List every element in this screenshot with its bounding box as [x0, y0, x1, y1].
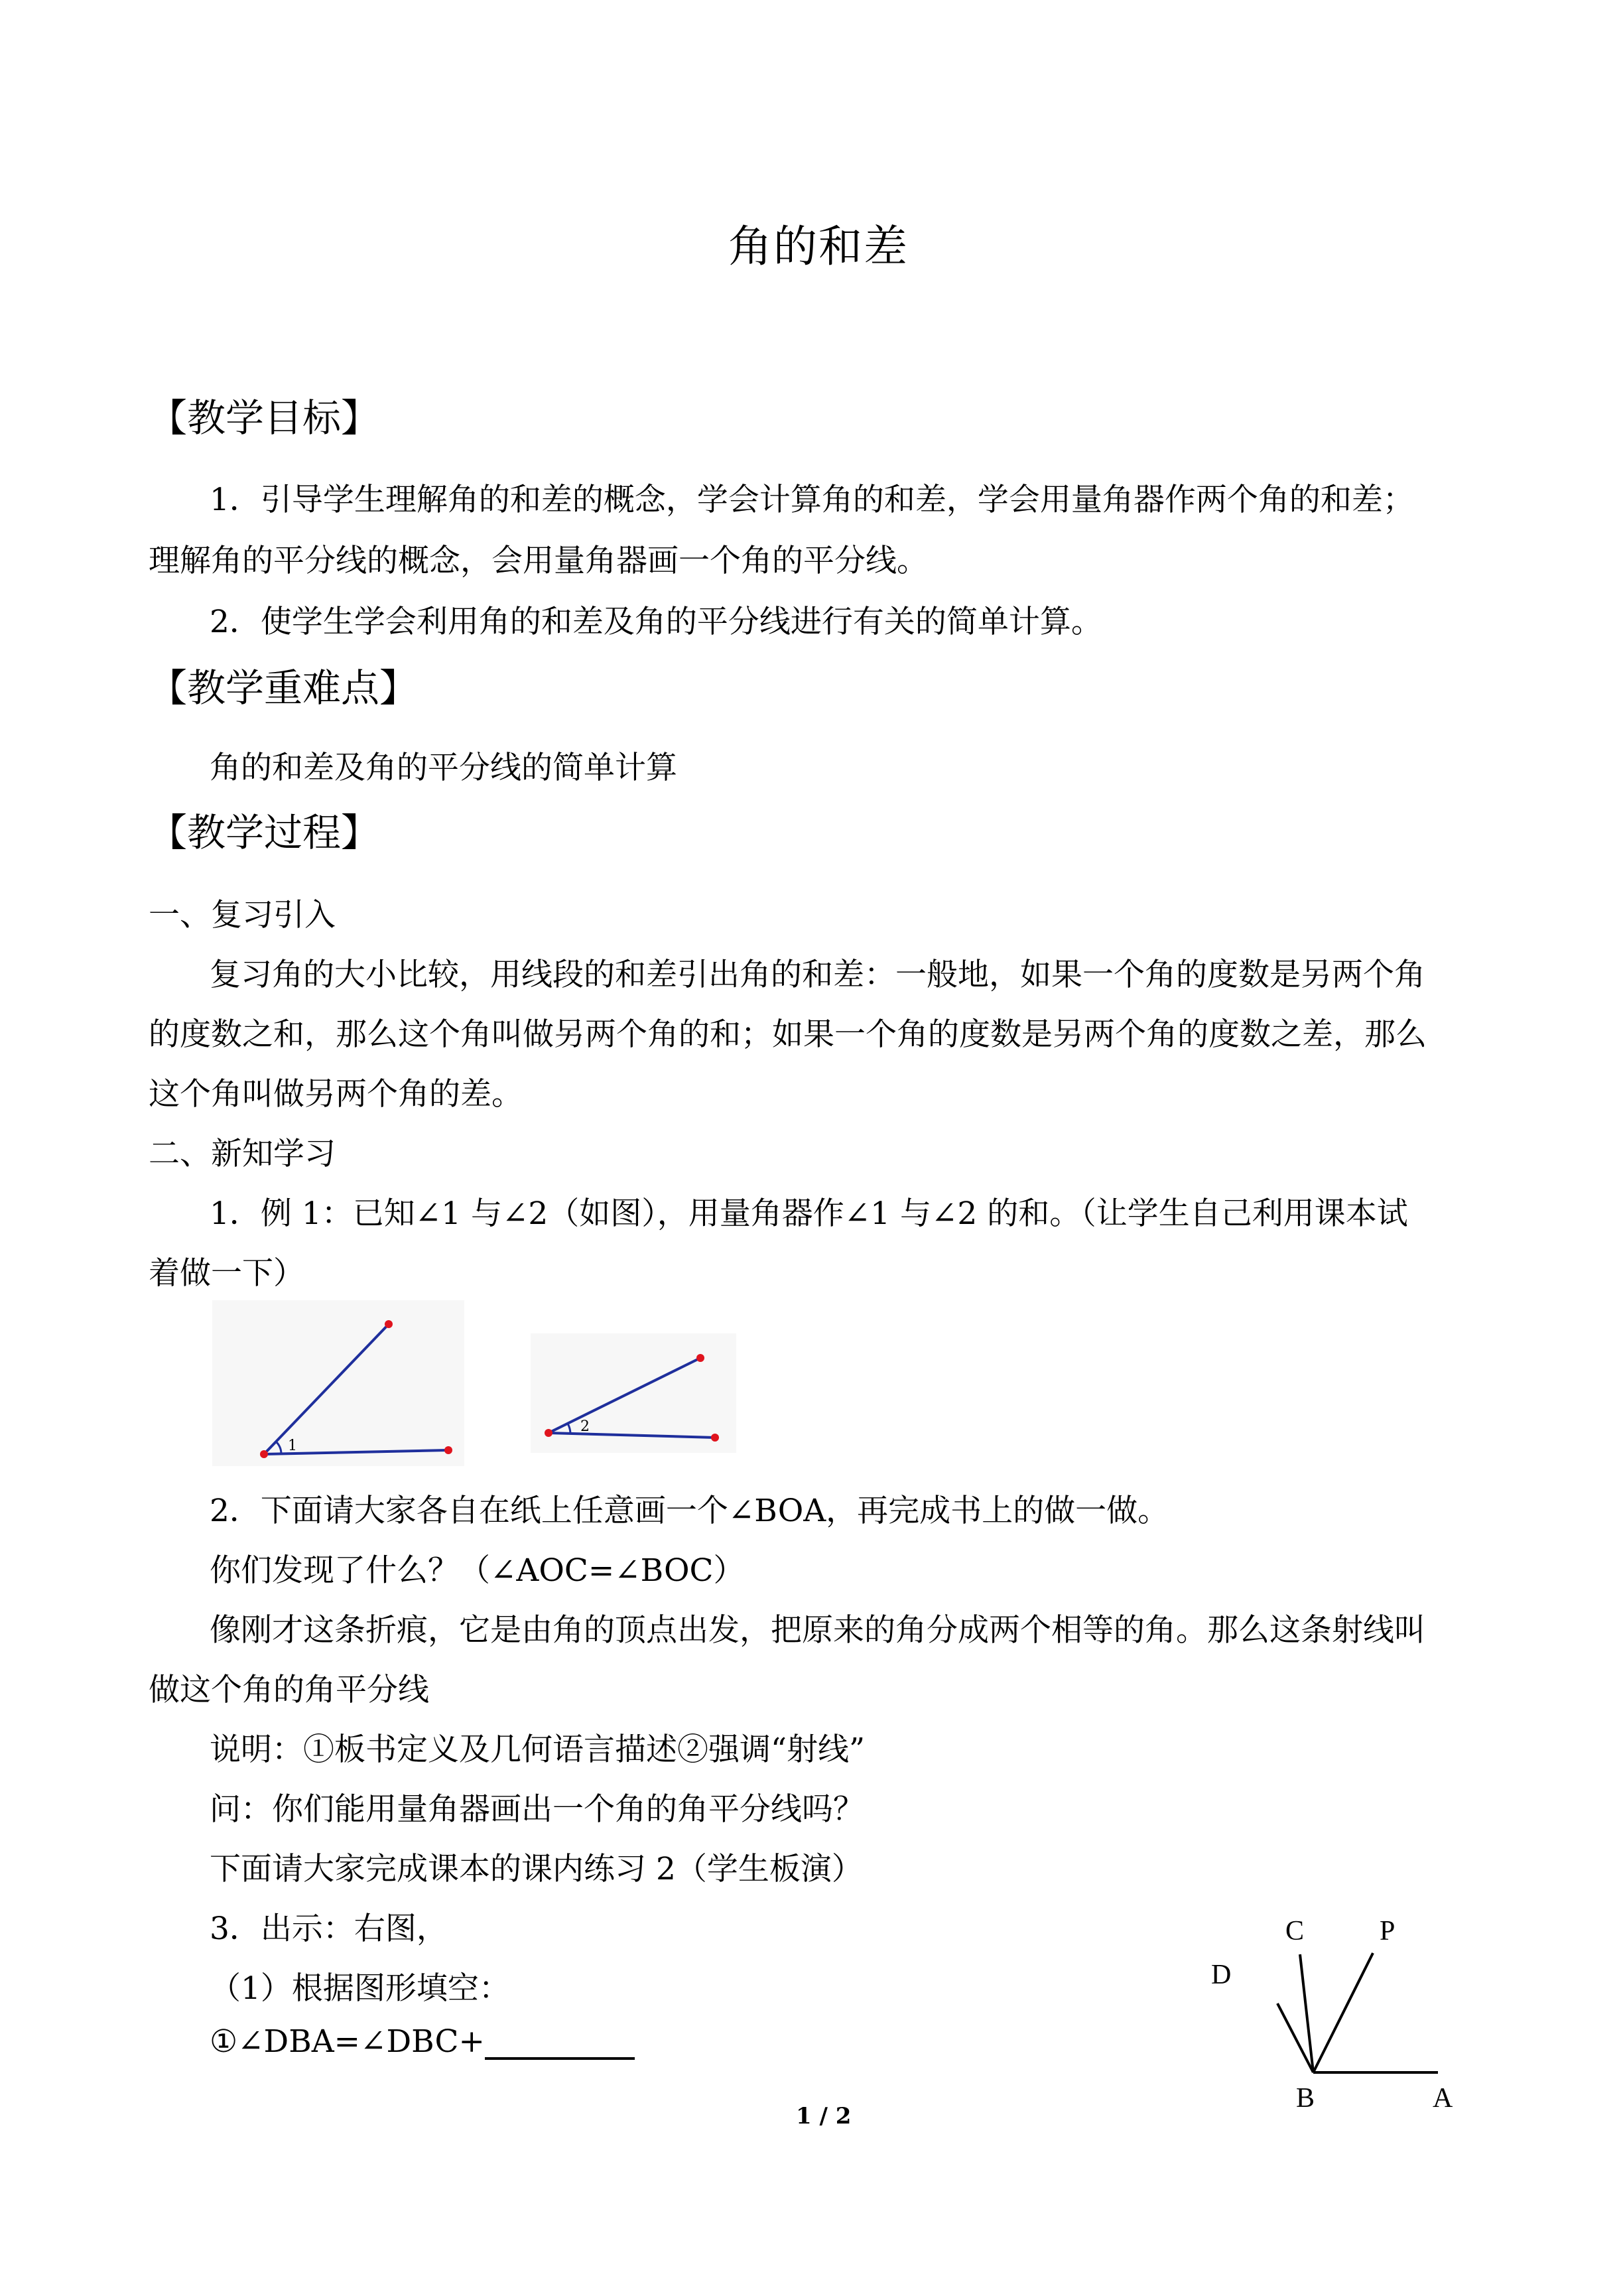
figure-background [212, 1300, 464, 1466]
discover-line: 你们发现了什么？（∠AOC=∠BOC） [210, 1552, 745, 1589]
goal-item-1-line-2: 理解角的平分线的概念，会用量角器画一个角的平分线。 [149, 543, 928, 579]
label-A: A [1433, 2083, 1453, 2114]
item3-line: 3．出示：右图， [210, 1911, 448, 1947]
fold-line-1: 像刚才这条折痕，它是由角的顶点出发，把原来的角分成两个相等的角。那么这条射线叫 [210, 1612, 1425, 1649]
angle-2-upper-point [696, 1354, 704, 1362]
angle-bisector-figure [1194, 1897, 1472, 2114]
item2-line: 2．下面请大家各自在纸上任意画一个∠BOA，再完成书上的做一做。 [210, 1493, 1169, 1529]
fold-line-2: 做这个角的角平分线 [149, 1672, 429, 1708]
section-heading-goals: 【教学目标】 [149, 395, 380, 440]
fill-blank[interactable] [485, 2028, 635, 2060]
angle-1-figure [212, 1300, 464, 1466]
page-number: 1 / 2 [796, 2103, 852, 2129]
part1-paragraph-line-1: 复习角的大小比较，用线段的和差引出角的和差：一般地，如果一个角的度数是另两个角 [210, 957, 1425, 993]
part2-heading: 二、新知学习 [149, 1136, 336, 1172]
angle-1-label: 1 [288, 1438, 297, 1454]
angle-1-lower-point [444, 1446, 452, 1454]
page-title: 角的和差 [728, 221, 909, 272]
part1-paragraph-line-2: 的度数之和，那么这个角叫做另两个角的和；如果一个角的度数是另两个角的度数之差，那么 [149, 1016, 1427, 1053]
fill-line-1-text: ①∠DBA=∠DBC+ [210, 2023, 485, 2060]
goal-item-2: 2．使学生学会利用角的和差及角的平分线进行有关的简单计算。 [210, 604, 1102, 640]
angle-2-figure [531, 1333, 736, 1453]
example1-line-1: 1．例 1：已知∠1 与∠2（如图），用量角器作∠1 与∠2 的和。（让学生自己利用课本试 [210, 1195, 1408, 1232]
keypoints-text: 角的和差及角的平分线的简单计算 [210, 750, 677, 786]
angle-2-label: 2 [580, 1418, 590, 1435]
part1-heading: 一、复习引入 [149, 897, 336, 933]
fill-heading: （1）根据图形填空： [210, 1970, 510, 2007]
angle-1-upper-point [385, 1320, 393, 1328]
label-C: C [1285, 1916, 1305, 1946]
label-P: P [1380, 1916, 1396, 1946]
ray-BP [1313, 1953, 1373, 2072]
angle-2-vertex-point [545, 1429, 552, 1437]
goal-item-1-line-1: 1．引导学生理解角的和差的概念，学会计算角的和差，学会用量角器作两个角的和差； [210, 482, 1414, 518]
exercise-line: 下面请大家完成课本的课内练习 2（学生板演） [210, 1851, 863, 1887]
explain-line: 说明：①板书定义及几何语言描述②强调“射线” [210, 1731, 866, 1768]
section-heading-process: 【教学过程】 [149, 810, 380, 855]
label-D: D [1211, 1960, 1232, 1990]
label-B: B [1296, 2083, 1315, 2114]
angle-2-lower-point [711, 1434, 719, 1442]
angle-1-vertex-point [260, 1450, 268, 1458]
section-heading-keypoints: 【教学重难点】 [149, 665, 419, 710]
ray-BC [1300, 1954, 1313, 2072]
part1-paragraph-line-3: 这个角叫做另两个角的差。 [149, 1076, 523, 1113]
question-line: 问：你们能用量角器画出一个角的角平分线吗？ [210, 1791, 864, 1828]
example1-line-2: 着做一下） [149, 1255, 304, 1292]
fill-line-1 [210, 2023, 635, 2060]
